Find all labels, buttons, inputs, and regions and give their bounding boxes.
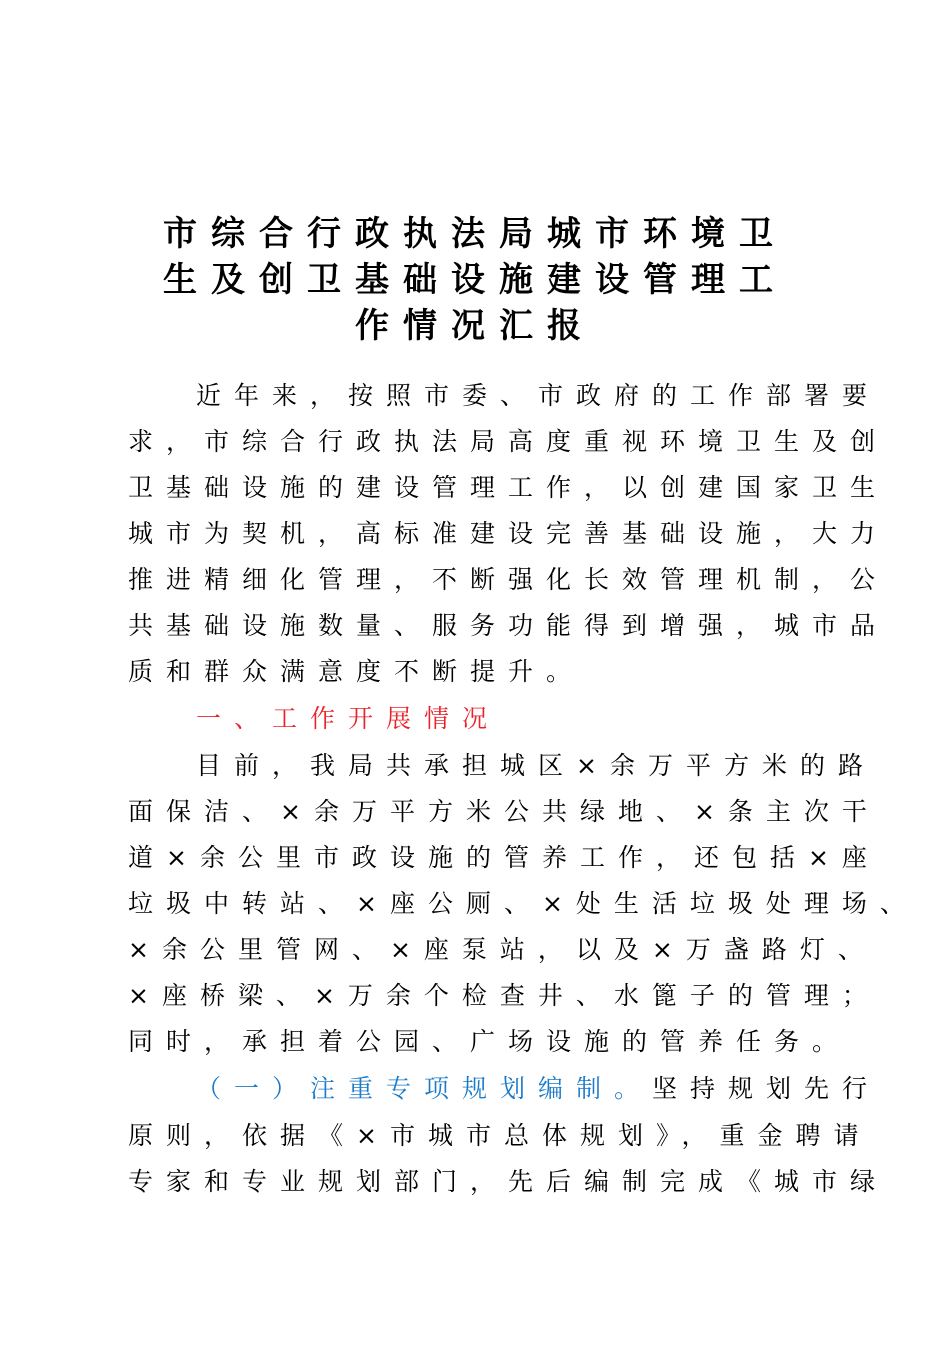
section1-line-1: 目前，我局共承担城区×余万平方米的路	[196, 751, 876, 780]
section-heading-work-status: 一、工作开展情况	[196, 704, 501, 733]
intro-line-1: 近年来，按照市委、市政府的工作部署要	[196, 381, 881, 410]
subsection1-line-2: 原则，依据《×市城市总体规划》，重金聘请	[128, 1121, 872, 1150]
intro-line-7: 质和群众满意度不断提升。	[128, 657, 585, 686]
section1-line-2: 面保洁、×余万平方米公共绿地、×条主次干	[128, 797, 880, 826]
intro-line-6: 共基础设施数量、服务功能得到增强，城市品	[128, 611, 889, 640]
section1-line-6: ×座桥梁、×万余个检查井、水篦子的管理；	[128, 981, 880, 1010]
section1-line-5: ×余公里管网、×座泵站，以及×万盏路灯、	[128, 935, 876, 964]
intro-line-5: 推进精细化管理，不断强化长效管理机制，公	[128, 565, 889, 594]
subsection-heading-planning: （一）注重专项规划编制。	[196, 1074, 653, 1103]
subsection1-line-3: 专家和专业规划部门，先后编制完成《城市绿	[128, 1167, 889, 1196]
subsection1-first-line-rest: 坚持规划先行	[652, 1074, 881, 1103]
section1-line-3: 道×余公里市政设施的管养工作，还包括×座	[128, 843, 880, 872]
document-title-line-2: 生及创卫基础设施建设管理工	[163, 260, 787, 300]
intro-line-4: 城市为契机，高标准建设完善基础设施，大力	[128, 519, 889, 548]
intro-line-3: 卫基础设施的建设管理工作，以创建国家卫生	[128, 473, 889, 502]
document-title-line-1: 市综合行政执法局城市环境卫	[163, 214, 787, 254]
subsection1-first-line	[196, 1073, 906, 1105]
section1-line-4: 垃圾中转站、×座公厕、×处生活垃圾处理场、	[128, 889, 918, 918]
intro-line-2: 求，市综合行政执法局高度重视环境卫生及创	[128, 427, 889, 456]
section1-line-7: 同时，承担着公园、广场设施的管养任务。	[128, 1027, 851, 1056]
document-title-line-3: 作情况汇报	[355, 306, 595, 346]
